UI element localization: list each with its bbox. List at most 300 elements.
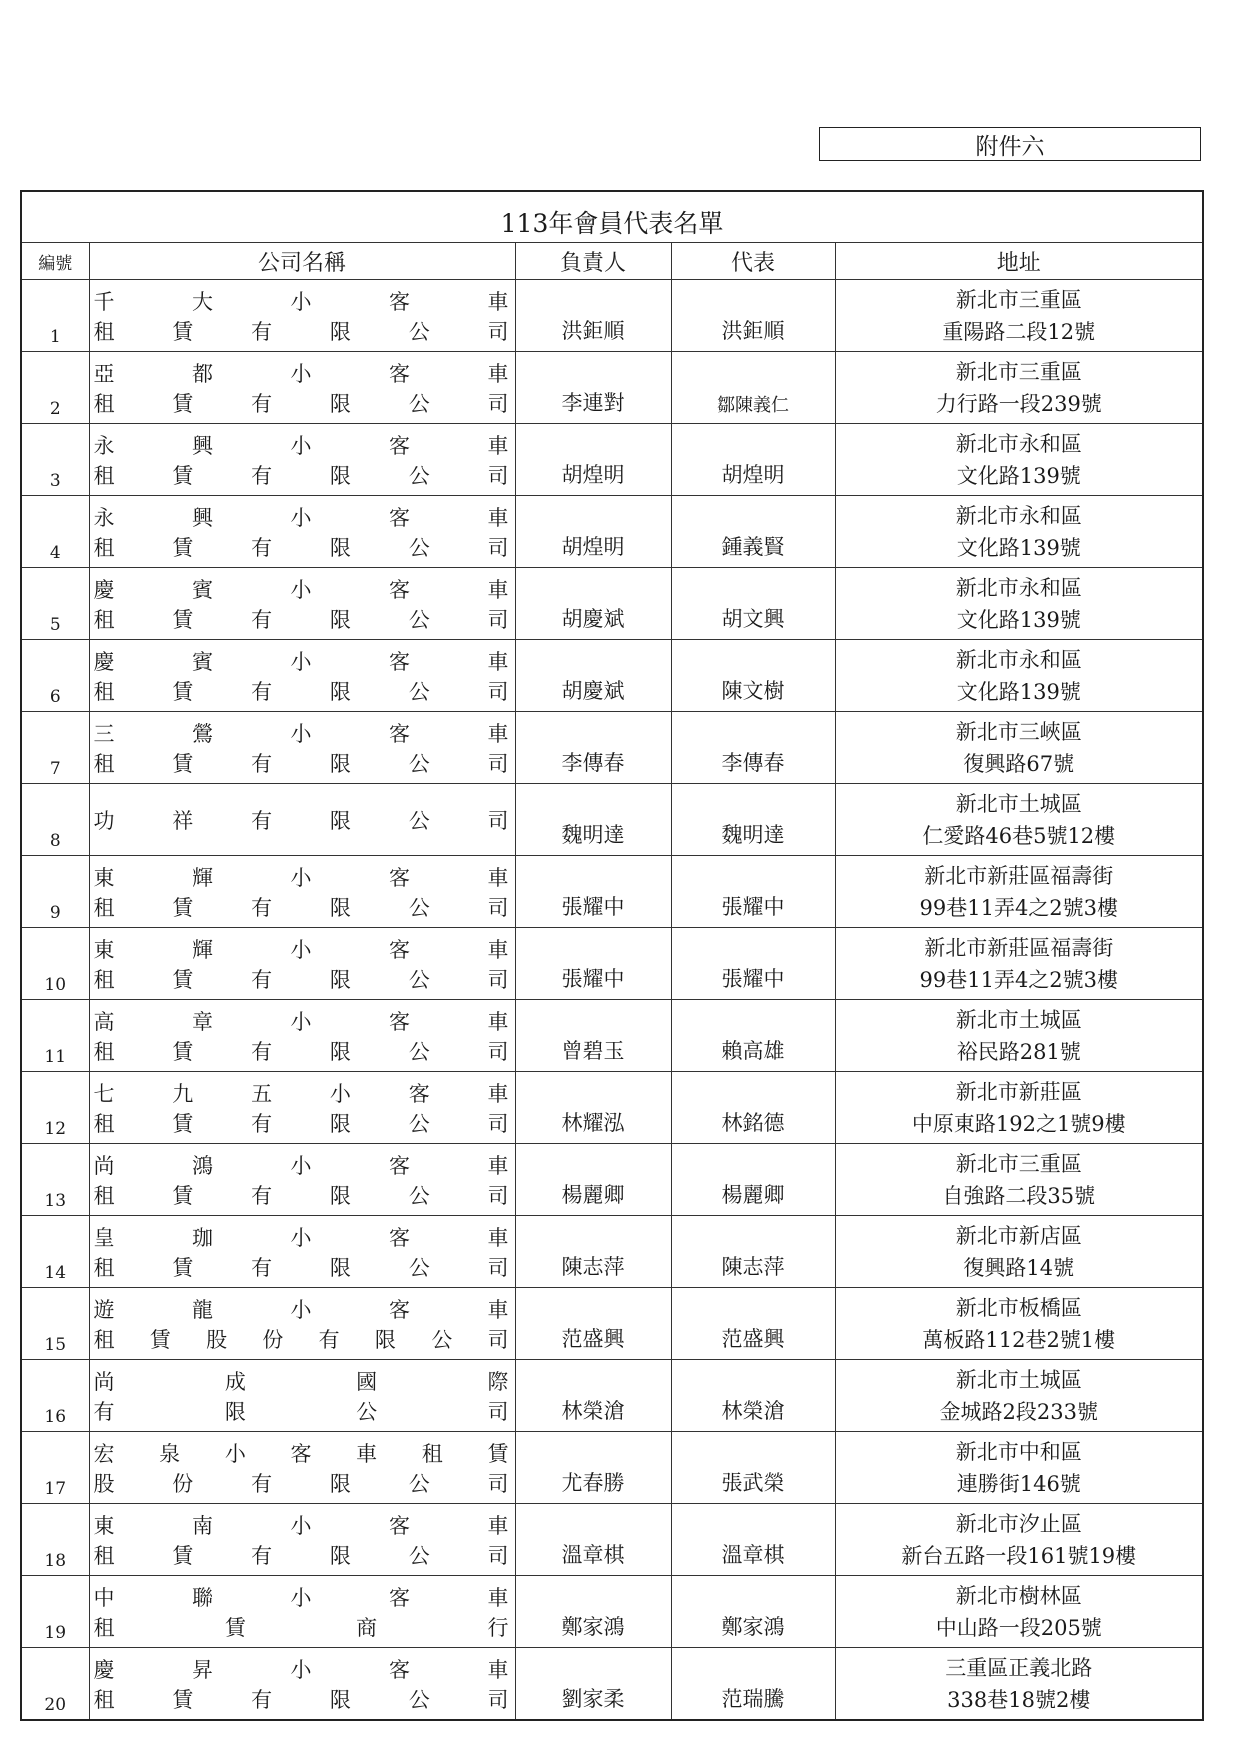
company-name-char: 賃 bbox=[149, 1327, 171, 1352]
row-number: 4 bbox=[21, 496, 89, 568]
address-line: 338巷18號2樓 bbox=[947, 1687, 1091, 1712]
owner-name: 溫章棋 bbox=[515, 1504, 671, 1576]
company-name-char: 公 bbox=[408, 1255, 430, 1280]
address-line: 金城路2段233號 bbox=[939, 1399, 1098, 1424]
company-name-line bbox=[94, 934, 509, 964]
address bbox=[835, 640, 1203, 712]
company-name-char: 車 bbox=[487, 649, 509, 674]
row-number: 17 bbox=[21, 1432, 89, 1504]
row-number: 12 bbox=[21, 1072, 89, 1144]
company-name-char: 小 bbox=[329, 1081, 351, 1106]
company-name-char: 司 bbox=[487, 535, 509, 560]
address bbox=[835, 1576, 1203, 1648]
company-name-char: 司 bbox=[487, 1327, 509, 1352]
company-name-char: 小 bbox=[290, 505, 312, 530]
address-line: 新北市永和區 bbox=[955, 575, 1082, 600]
company-name-char: 小 bbox=[290, 1297, 312, 1322]
company-name-line bbox=[94, 1396, 509, 1426]
address-line: 新北市新莊區福壽街 bbox=[924, 935, 1114, 960]
company-name-line bbox=[94, 1468, 509, 1498]
representative-name: 鄒陳義仁 bbox=[671, 352, 835, 424]
company-name-char: 聯 bbox=[192, 1585, 213, 1610]
company-name-char: 租 bbox=[421, 1441, 443, 1466]
company-name-char: 司 bbox=[487, 967, 509, 992]
company-name-char: 租 bbox=[93, 1111, 115, 1136]
company-name-char: 客 bbox=[389, 505, 410, 530]
company-name-line bbox=[94, 676, 509, 706]
company-name-char: 租 bbox=[93, 319, 115, 344]
company-name-char: 公 bbox=[356, 1399, 378, 1424]
company-name-char: 賃 bbox=[172, 967, 194, 992]
row-number: 16 bbox=[21, 1360, 89, 1432]
table-row bbox=[21, 568, 1203, 640]
company-name-line bbox=[94, 1366, 509, 1396]
address-line: 萬板路112巷2號1樓 bbox=[922, 1327, 1116, 1352]
address-line: 重陽路二段12號 bbox=[942, 319, 1096, 344]
table-row bbox=[21, 1288, 1203, 1360]
company-name-char: 客 bbox=[389, 1513, 410, 1538]
address-line: 新北市永和區 bbox=[955, 647, 1082, 672]
company-name-char: 賃 bbox=[172, 463, 194, 488]
company-name-char: 有 bbox=[251, 1255, 273, 1280]
company-name-char: 賓 bbox=[192, 577, 213, 602]
company-name-char: 賃 bbox=[172, 1111, 194, 1136]
company-name-char: 租 bbox=[93, 1039, 115, 1064]
company-name-char: 五 bbox=[251, 1081, 273, 1106]
owner-name: 范盛興 bbox=[515, 1288, 671, 1360]
owner-name: 劉家柔 bbox=[515, 1648, 671, 1721]
company-name-char: 客 bbox=[290, 1441, 312, 1466]
row-number: 19 bbox=[21, 1576, 89, 1648]
company-name-line bbox=[94, 892, 509, 922]
row-number: 10 bbox=[21, 928, 89, 1000]
company-name-char: 客 bbox=[389, 289, 410, 314]
company-name-char: 都 bbox=[192, 361, 213, 386]
company-name-char: 限 bbox=[329, 535, 351, 560]
company-name-line bbox=[94, 646, 509, 676]
company-name-char: 限 bbox=[329, 391, 351, 416]
company-name-char: 車 bbox=[487, 1513, 509, 1538]
owner-name: 林榮滄 bbox=[515, 1360, 671, 1432]
company-name-line bbox=[94, 862, 509, 892]
company-name-char: 司 bbox=[487, 1183, 509, 1208]
company-name-char: 有 bbox=[251, 607, 273, 632]
company-name-char: 鶯 bbox=[192, 721, 213, 746]
company-name-char: 租 bbox=[93, 967, 115, 992]
company-name-char: 車 bbox=[356, 1441, 378, 1466]
company-name-char: 公 bbox=[408, 463, 430, 488]
address-line: 裕民路281號 bbox=[956, 1039, 1081, 1064]
table-body bbox=[21, 280, 1203, 1721]
company-name-line bbox=[94, 1438, 509, 1468]
company-name-char: 小 bbox=[290, 1657, 312, 1682]
address bbox=[835, 1288, 1203, 1360]
company-name-line bbox=[94, 1078, 509, 1108]
company-name-char: 客 bbox=[389, 1297, 410, 1322]
company-name-char: 慶 bbox=[93, 649, 115, 674]
table-row bbox=[21, 1360, 1203, 1432]
company-name-char: 小 bbox=[290, 649, 312, 674]
company-name-line bbox=[94, 1006, 509, 1036]
company-name-char: 國 bbox=[356, 1369, 378, 1394]
address-line: 新台五路一段161號19樓 bbox=[901, 1543, 1137, 1568]
company-name-char: 租 bbox=[93, 1183, 115, 1208]
company-name-char: 公 bbox=[408, 967, 430, 992]
company-name-char: 客 bbox=[389, 721, 410, 746]
company-name-char: 珈 bbox=[192, 1225, 213, 1250]
company-name-line bbox=[94, 1510, 509, 1540]
company-name-char: 有 bbox=[251, 808, 273, 833]
company-name-char: 小 bbox=[290, 865, 312, 890]
row-number: 9 bbox=[21, 856, 89, 928]
representative-name: 范盛興 bbox=[671, 1288, 835, 1360]
row-number: 2 bbox=[21, 352, 89, 424]
company-name-char: 遊 bbox=[93, 1297, 115, 1322]
representative-name: 陳志萍 bbox=[671, 1216, 835, 1288]
company-name-char: 皇 bbox=[93, 1225, 115, 1250]
address-line: 復興路67號 bbox=[963, 751, 1075, 776]
company-name bbox=[89, 1072, 515, 1144]
representative-name: 洪鉅順 bbox=[671, 280, 835, 352]
company-name-char: 小 bbox=[290, 361, 312, 386]
company-name-char: 限 bbox=[329, 895, 351, 920]
owner-name: 胡煌明 bbox=[515, 496, 671, 568]
company-name-char: 永 bbox=[93, 433, 115, 458]
company-name-line bbox=[94, 286, 509, 316]
company-name-char: 有 bbox=[251, 1543, 273, 1568]
address bbox=[835, 1144, 1203, 1216]
company-name-char: 賃 bbox=[172, 1039, 194, 1064]
company-name-char: 車 bbox=[487, 361, 509, 386]
company-name-char: 限 bbox=[374, 1327, 396, 1352]
company-name-char: 大 bbox=[192, 289, 213, 314]
row-number: 11 bbox=[21, 1000, 89, 1072]
company-name-char: 股 bbox=[93, 1471, 115, 1496]
company-name-char: 客 bbox=[389, 1153, 410, 1178]
company-name bbox=[89, 1216, 515, 1288]
company-name-char: 小 bbox=[290, 577, 312, 602]
company-name-char: 鴻 bbox=[192, 1153, 213, 1178]
company-name bbox=[89, 424, 515, 496]
company-name-line bbox=[94, 1294, 509, 1324]
company-name-char: 公 bbox=[408, 895, 430, 920]
owner-name: 張耀中 bbox=[515, 928, 671, 1000]
header-representative: 代表 bbox=[671, 243, 835, 280]
address-line: 新北市永和區 bbox=[955, 503, 1082, 528]
company-name bbox=[89, 568, 515, 640]
company-name-char: 客 bbox=[389, 433, 410, 458]
company-name-line bbox=[94, 388, 509, 418]
company-name-char: 司 bbox=[487, 1543, 509, 1568]
company-name-line bbox=[94, 1036, 509, 1066]
company-name-char: 客 bbox=[389, 937, 410, 962]
row-number: 13 bbox=[21, 1144, 89, 1216]
company-name-char: 有 bbox=[251, 895, 273, 920]
company-name-line bbox=[94, 604, 509, 634]
table-row bbox=[21, 424, 1203, 496]
company-name bbox=[89, 1144, 515, 1216]
address-line: 新北市土城區 bbox=[955, 1367, 1082, 1392]
header-owner: 負責人 bbox=[515, 243, 671, 280]
company-name-char: 限 bbox=[329, 1687, 351, 1712]
company-name-char: 車 bbox=[487, 433, 509, 458]
company-name-char: 有 bbox=[318, 1327, 340, 1352]
company-name-char: 司 bbox=[487, 1255, 509, 1280]
company-name bbox=[89, 1288, 515, 1360]
company-name-char: 車 bbox=[487, 1009, 509, 1034]
address-line: 仁愛路46巷5號12樓 bbox=[922, 823, 1116, 848]
owner-name: 林耀泓 bbox=[515, 1072, 671, 1144]
company-name-char: 限 bbox=[329, 607, 351, 632]
address bbox=[835, 928, 1203, 1000]
company-name-char: 車 bbox=[487, 1657, 509, 1682]
company-name bbox=[89, 1360, 515, 1432]
company-name-char: 限 bbox=[329, 1111, 351, 1136]
company-name-char: 股 bbox=[206, 1327, 228, 1352]
representative-name: 鍾義賢 bbox=[671, 496, 835, 568]
company-name-char: 租 bbox=[93, 463, 115, 488]
company-name-char: 客 bbox=[389, 1225, 410, 1250]
company-name-char: 三 bbox=[93, 721, 115, 746]
address-line: 復興路14號 bbox=[963, 1255, 1075, 1280]
company-name-char: 小 bbox=[290, 721, 312, 746]
company-name-char: 公 bbox=[408, 1039, 430, 1064]
company-name-line bbox=[94, 1150, 509, 1180]
owner-name: 洪鉅順 bbox=[515, 280, 671, 352]
address bbox=[835, 568, 1203, 640]
company-name-char: 公 bbox=[408, 607, 430, 632]
address-line: 連勝街146號 bbox=[956, 1471, 1081, 1496]
address-line: 三重區正義北路 bbox=[945, 1655, 1093, 1680]
company-name-char: 公 bbox=[408, 1111, 430, 1136]
company-name-line bbox=[94, 460, 509, 490]
company-name-char: 租 bbox=[93, 535, 115, 560]
company-name-char: 客 bbox=[389, 361, 410, 386]
owner-name: 魏明達 bbox=[515, 784, 671, 856]
address-line: 新北市中和區 bbox=[955, 1439, 1082, 1464]
company-name-char: 有 bbox=[251, 751, 273, 776]
company-name-char: 限 bbox=[329, 1255, 351, 1280]
company-name-char: 租 bbox=[93, 1687, 115, 1712]
company-name-char: 司 bbox=[487, 1687, 509, 1712]
address bbox=[835, 496, 1203, 568]
address-line: 新北市新莊區福壽街 bbox=[924, 863, 1114, 888]
company-name-line bbox=[94, 574, 509, 604]
company-name-line bbox=[94, 316, 509, 346]
address-line: 新北市土城區 bbox=[955, 791, 1082, 816]
company-name-char: 有 bbox=[251, 679, 273, 704]
company-name-char: 小 bbox=[224, 1441, 246, 1466]
representative-name: 魏明達 bbox=[671, 784, 835, 856]
table-row bbox=[21, 496, 1203, 568]
owner-name: 尤春勝 bbox=[515, 1432, 671, 1504]
row-number: 14 bbox=[21, 1216, 89, 1288]
representative-name: 張武榮 bbox=[671, 1432, 835, 1504]
company-name-char: 中 bbox=[93, 1585, 115, 1610]
owner-name: 陳志萍 bbox=[515, 1216, 671, 1288]
company-name-char: 客 bbox=[389, 649, 410, 674]
representative-name: 張耀中 bbox=[671, 856, 835, 928]
company-name-char: 車 bbox=[487, 1585, 509, 1610]
company-name-char: 車 bbox=[487, 865, 509, 890]
address-line: 新北市土城區 bbox=[955, 1007, 1082, 1032]
company-name-char: 公 bbox=[408, 751, 430, 776]
company-name bbox=[89, 496, 515, 568]
table-row bbox=[21, 1432, 1203, 1504]
company-name-char: 有 bbox=[251, 1039, 273, 1064]
company-name-char: 客 bbox=[389, 577, 410, 602]
header-number: 編號 bbox=[21, 243, 89, 280]
address-line: 中原東路192之1號9樓 bbox=[911, 1111, 1126, 1136]
company-name-char: 限 bbox=[329, 1039, 351, 1064]
company-name bbox=[89, 640, 515, 712]
company-name-char: 租 bbox=[93, 1543, 115, 1568]
row-number: 3 bbox=[21, 424, 89, 496]
company-name-line bbox=[94, 1582, 509, 1612]
company-name-char: 限 bbox=[329, 1183, 351, 1208]
table-row bbox=[21, 928, 1203, 1000]
address-line: 自強路二段35號 bbox=[942, 1183, 1096, 1208]
company-name-line bbox=[94, 1252, 509, 1282]
company-name-char: 限 bbox=[329, 1471, 351, 1496]
company-name bbox=[89, 352, 515, 424]
table-row bbox=[21, 1504, 1203, 1576]
table-row bbox=[21, 1144, 1203, 1216]
owner-name: 胡慶斌 bbox=[515, 640, 671, 712]
company-name-char: 賃 bbox=[172, 1687, 194, 1712]
company-name-line bbox=[94, 748, 509, 778]
company-name-line bbox=[94, 964, 509, 994]
company-name-char: 租 bbox=[93, 1255, 115, 1280]
company-name bbox=[89, 1432, 515, 1504]
company-name-char: 賃 bbox=[172, 895, 194, 920]
representative-name: 鄭家鴻 bbox=[671, 1576, 835, 1648]
company-name-char: 興 bbox=[192, 433, 213, 458]
address bbox=[835, 1072, 1203, 1144]
company-name-char: 章 bbox=[192, 1009, 213, 1034]
address-line: 力行路一段239號 bbox=[935, 391, 1102, 416]
owner-name: 李傳春 bbox=[515, 712, 671, 784]
company-name-line bbox=[94, 1612, 509, 1642]
owner-name: 曾碧玉 bbox=[515, 1000, 671, 1072]
company-name-char: 東 bbox=[93, 1513, 115, 1538]
company-name-char: 客 bbox=[389, 1585, 410, 1610]
company-name-char: 車 bbox=[487, 1153, 509, 1178]
address bbox=[835, 784, 1203, 856]
company-name-char: 有 bbox=[251, 1111, 273, 1136]
company-name-char: 七 bbox=[93, 1081, 115, 1106]
company-name bbox=[89, 928, 515, 1000]
company-name-char: 租 bbox=[93, 607, 115, 632]
company-name bbox=[89, 1000, 515, 1072]
row-number: 6 bbox=[21, 640, 89, 712]
company-name-char: 公 bbox=[408, 1183, 430, 1208]
company-name-char: 限 bbox=[329, 808, 351, 833]
company-name-char: 車 bbox=[487, 289, 509, 314]
company-name-char: 賃 bbox=[172, 679, 194, 704]
address-line: 文化路139號 bbox=[956, 463, 1081, 488]
company-name-line bbox=[94, 532, 509, 562]
table-row bbox=[21, 1000, 1203, 1072]
company-name-char: 功 bbox=[93, 808, 115, 833]
address-line: 新北市板橋區 bbox=[955, 1295, 1082, 1320]
company-name-line bbox=[94, 790, 509, 850]
company-name-char: 租 bbox=[93, 895, 115, 920]
company-name-char: 客 bbox=[389, 865, 410, 890]
company-name-char: 賃 bbox=[172, 1255, 194, 1280]
address-line: 文化路139號 bbox=[956, 607, 1081, 632]
company-name-char: 司 bbox=[487, 1111, 509, 1136]
representative-name: 楊麗卿 bbox=[671, 1144, 835, 1216]
company-name bbox=[89, 784, 515, 856]
address bbox=[835, 352, 1203, 424]
company-name-char: 慶 bbox=[93, 1657, 115, 1682]
table-row bbox=[21, 1648, 1203, 1721]
address-line: 新北市新店區 bbox=[955, 1223, 1082, 1248]
company-name-char: 龍 bbox=[192, 1297, 213, 1322]
company-name-char: 公 bbox=[408, 391, 430, 416]
company-name-char: 司 bbox=[487, 1399, 509, 1424]
company-name-line bbox=[94, 502, 509, 532]
row-number: 18 bbox=[21, 1504, 89, 1576]
header-address: 地址 bbox=[835, 243, 1203, 280]
company-name-char: 商 bbox=[356, 1615, 378, 1640]
company-name-char: 輝 bbox=[192, 937, 213, 962]
table-row bbox=[21, 1216, 1203, 1288]
table-row bbox=[21, 352, 1203, 424]
company-name-char: 成 bbox=[224, 1369, 246, 1394]
representative-name: 陳文樹 bbox=[671, 640, 835, 712]
address-line: 文化路139號 bbox=[956, 535, 1081, 560]
company-name-char: 租 bbox=[93, 391, 115, 416]
company-name-char: 小 bbox=[290, 1153, 312, 1178]
address-line: 新北市永和區 bbox=[955, 431, 1082, 456]
company-name-char: 司 bbox=[487, 751, 509, 776]
company-name-char: 昇 bbox=[192, 1657, 213, 1682]
company-name-char: 車 bbox=[487, 721, 509, 746]
company-name-char: 公 bbox=[408, 1687, 430, 1712]
company-name-char: 司 bbox=[487, 895, 509, 920]
company-name-char: 客 bbox=[408, 1081, 430, 1106]
company-name-char: 份 bbox=[262, 1327, 284, 1352]
row-number: 7 bbox=[21, 712, 89, 784]
address bbox=[835, 1000, 1203, 1072]
address bbox=[835, 1360, 1203, 1432]
company-name-char: 賃 bbox=[172, 319, 194, 344]
owner-name: 胡煌明 bbox=[515, 424, 671, 496]
company-name-char: 賓 bbox=[192, 649, 213, 674]
row-number: 15 bbox=[21, 1288, 89, 1360]
company-name-char: 公 bbox=[408, 319, 430, 344]
address-line: 99巷11弄4之2號3樓 bbox=[919, 967, 1119, 992]
company-name-char: 興 bbox=[192, 505, 213, 530]
company-name-char: 公 bbox=[431, 1327, 453, 1352]
address bbox=[835, 1648, 1203, 1721]
company-name-char: 賃 bbox=[172, 751, 194, 776]
address-line: 新北市三峽區 bbox=[955, 719, 1082, 744]
representative-name: 溫章棋 bbox=[671, 1504, 835, 1576]
owner-name: 張耀中 bbox=[515, 856, 671, 928]
address-line: 新北市汐止區 bbox=[955, 1511, 1082, 1536]
address-line: 新北市三重區 bbox=[955, 359, 1082, 384]
address-line: 99巷11弄4之2號3樓 bbox=[919, 895, 1119, 920]
company-name-line bbox=[94, 1540, 509, 1570]
company-name-char: 有 bbox=[251, 1687, 273, 1712]
company-name-char: 公 bbox=[408, 1471, 430, 1496]
company-name-char: 租 bbox=[93, 1615, 115, 1640]
company-name-char: 東 bbox=[93, 865, 115, 890]
company-name-char: 有 bbox=[251, 967, 273, 992]
